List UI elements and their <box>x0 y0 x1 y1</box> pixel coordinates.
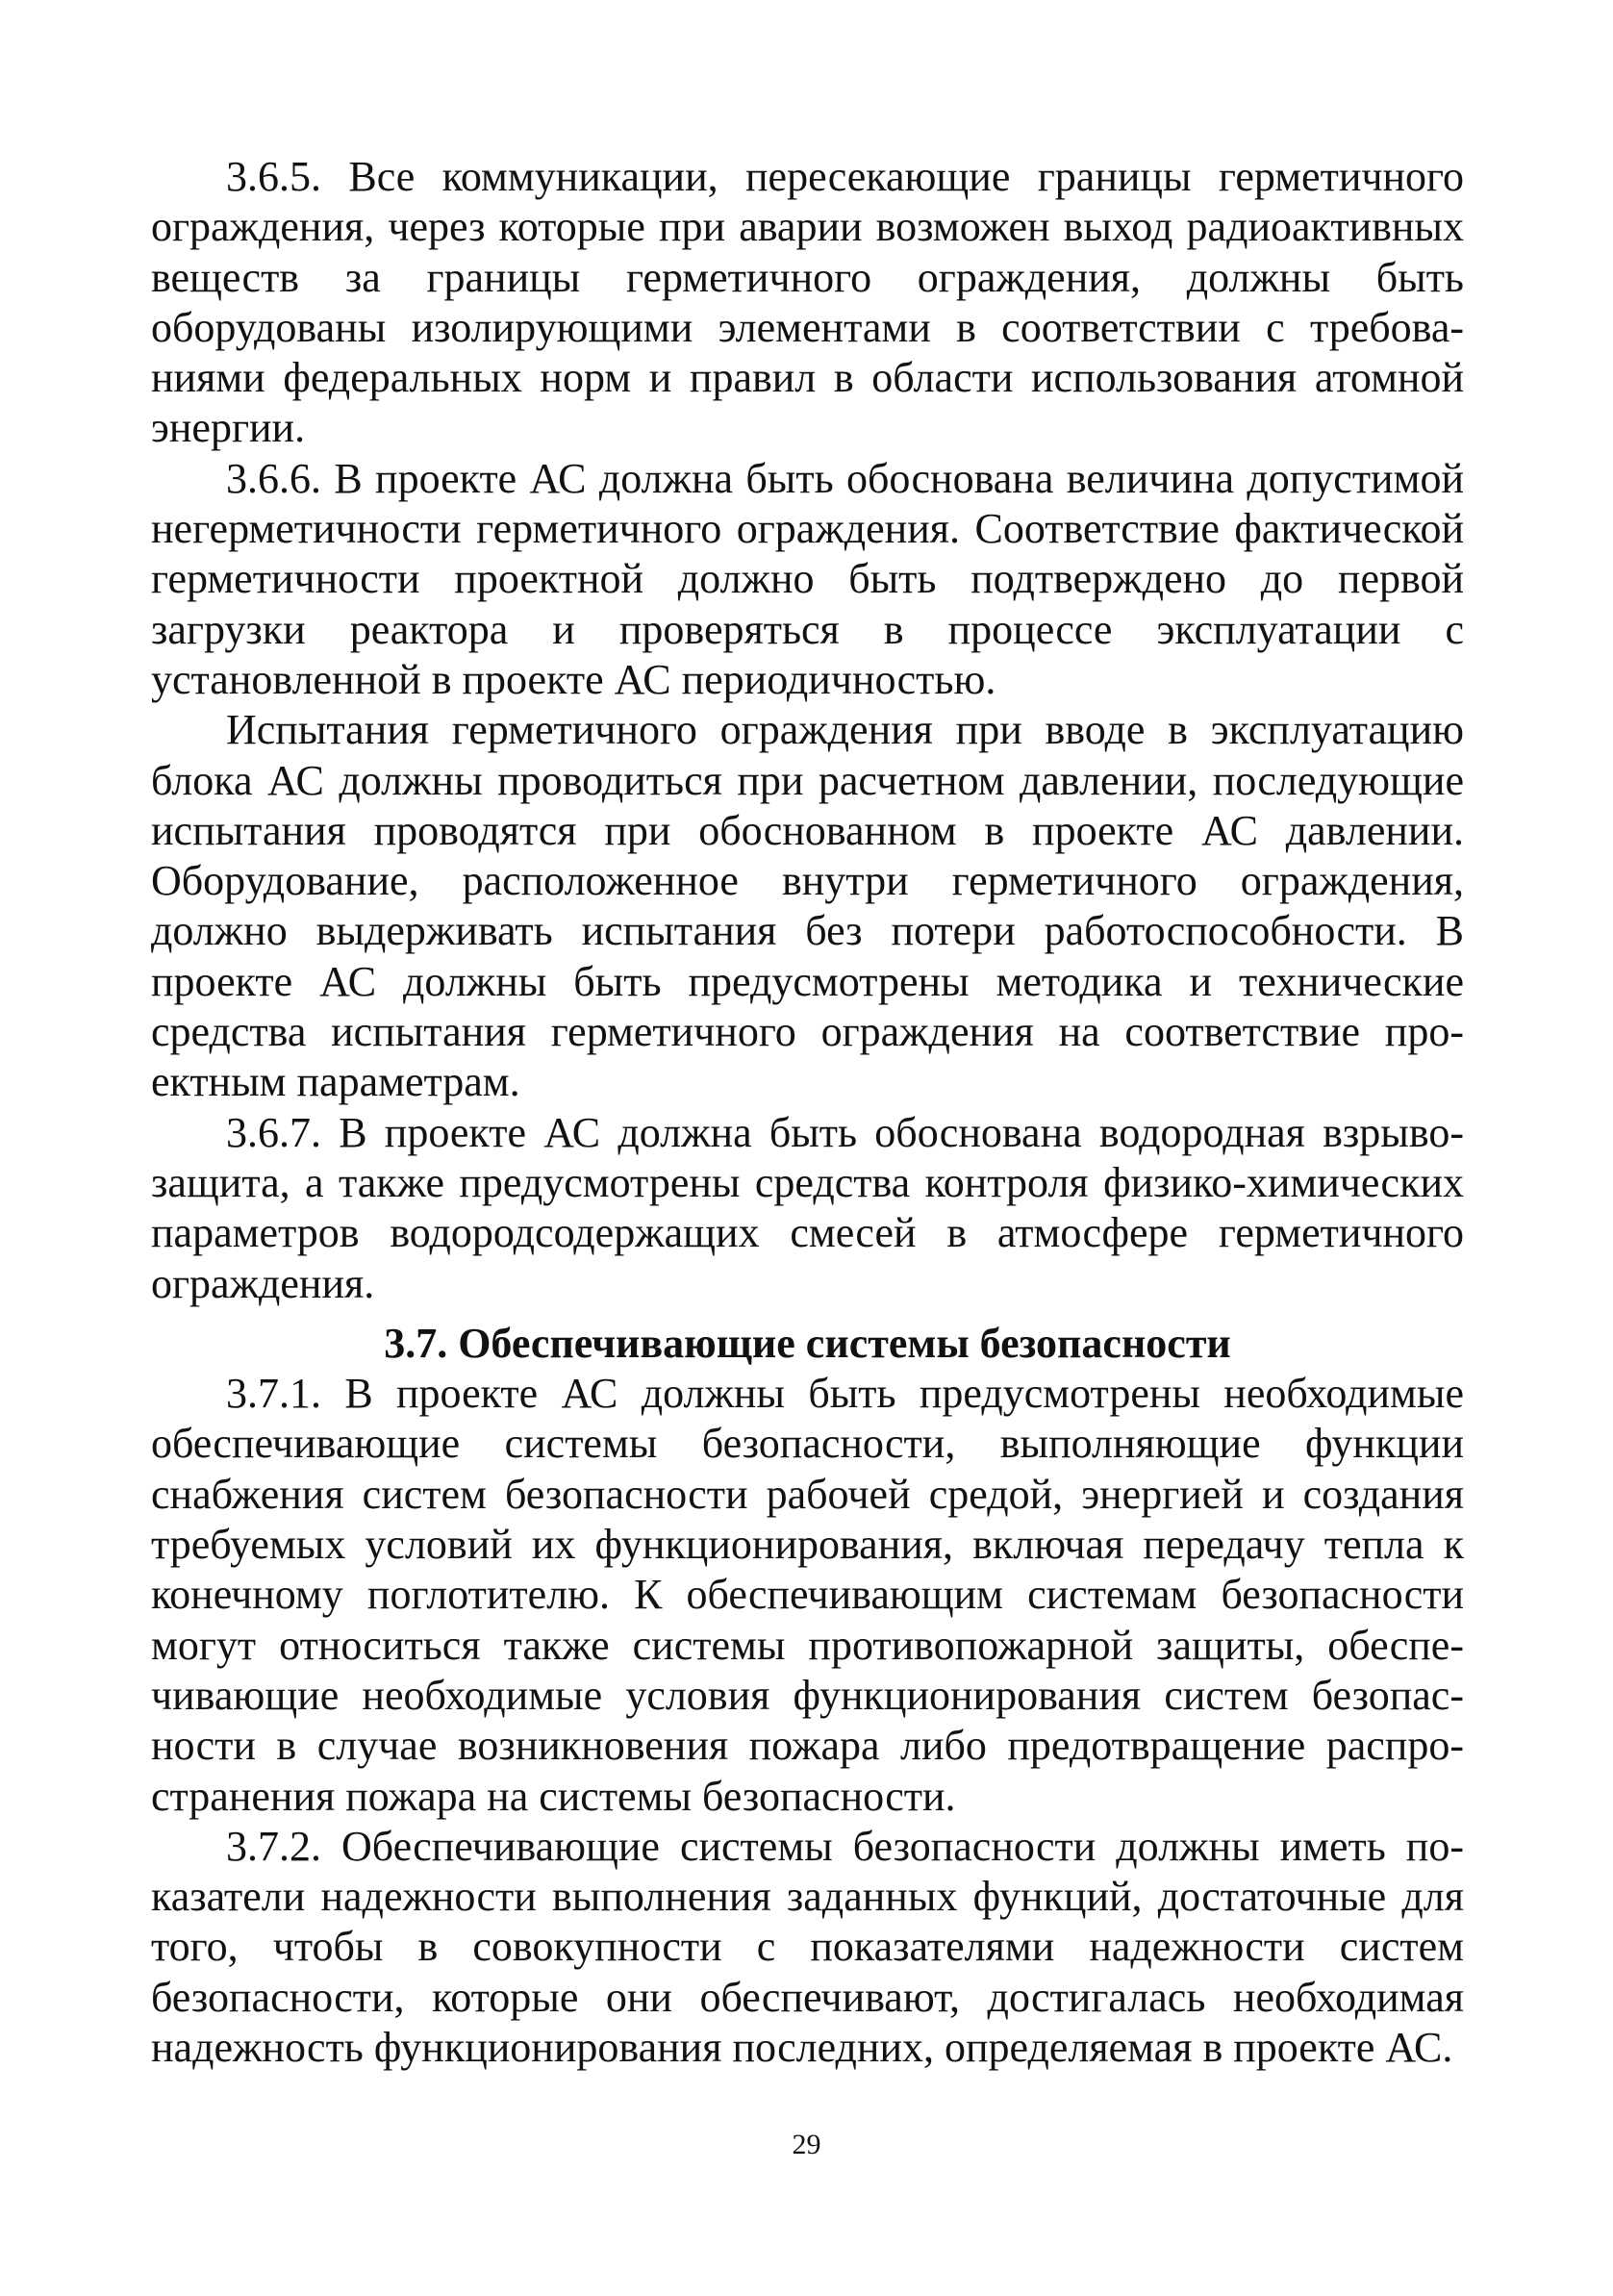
paragraph-3-6-7: 3.6.7. В проекте АС должна быть обоснована водородная взрывозащита, а также предусмотрены средства контроля физико-химических параметров водородсодержащих смесей в атмосфере герметичного ограждения. <box>151 1108 1464 1307</box>
page-number: 29 <box>792 2129 821 2160</box>
section-heading-3-7: 3.7. Обеспечивающие системы безопасности <box>384 1319 1231 1367</box>
document-page <box>151 152 1464 2073</box>
paragraph-containment-tests: Испытания герметичного ограждения при вводе в эксплуатацию блока АС должны проводиться при расчетном давлении, последующие испытания проводятся при обоснованном в проекте АС давлении. Оборудование, расположенное внутри герметичного ограждения, должно выдерживать испытания без потери работоспособности. В проекте АС должны быть предусмотрены методика и технические средства испытания герметичного ограждения на соответствие проектным параметрам. <box>151 706 1464 1106</box>
paragraph-3-6-5: 3.6.5. Все коммуникации, пересекающие границы герметичного ограждения, через которые при аварии возможен выход радиоактивных веществ за границы герметичного ограждения, должны быть оборудованы изолирующими элементами в соответствии с требованиями федеральных норм и правил в области использования атомной энергии. <box>151 153 1464 452</box>
paragraph-3-7-2: 3.7.2. Обеспечивающие системы безопасности должны иметь показатели надежности выполнения заданных функций, достаточные для того, чтобы в совокупности с показателями надежности систем безопасности, которые они обеспечивают, достигалась необходимая надежность функционирования последних, определяемая в проекте АС. <box>151 1822 1464 2071</box>
paragraph-3-6-6: 3.6.6. В проекте АС должна быть обоснована величина допустимой негерметичности герметичного ограждения. Соответствие фактической герметичности проектной должно быть подтверждено до первой загрузки реактора и проверяться в процессе эксплуатации с установленной в проекте АС периодичностью. <box>151 454 1464 703</box>
paragraph-3-7-1: 3.7.1. В проекте АС должны быть предусмотрены необходимые обеспечивающие системы безопасности, выполняющие функции снабжения систем безопасности рабочей средой, энергией и создания требуемых условий их функционирования, включая передачу тепла к конечному поглотителю. К обеспечивающим системам безопасности могут относиться также системы противопожарной защиты, обеспечивающие необходимые условия функционирования систем безопасности в случае возникновения пожара либо предотвращение распространения пожара на системы безопасности. <box>151 1370 1464 1820</box>
